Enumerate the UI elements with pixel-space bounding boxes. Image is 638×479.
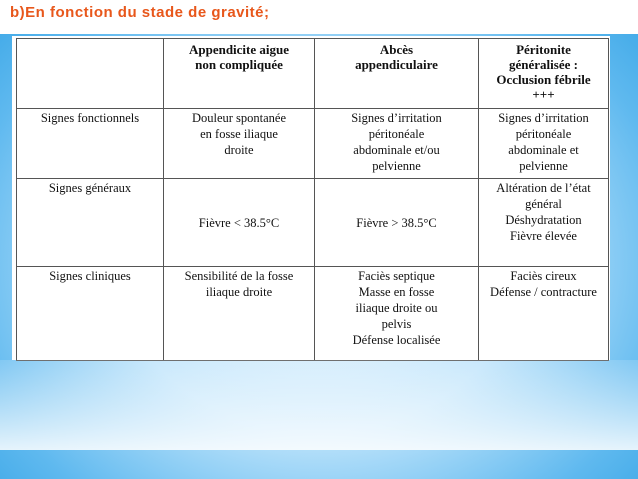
slide-title: b)En fonction du stade de gravité; xyxy=(10,4,270,21)
table-cell: Altération de l’état général Déshydratation Fièvre élevée xyxy=(479,179,609,267)
table-cell: Douleur spontanée en fosse iliaque droite xyxy=(164,109,315,179)
header-empty-cell xyxy=(17,39,164,109)
row-label-functional: Signes fonctionnels xyxy=(17,109,164,179)
table-cell: Signes d’irritation péritonéale abdominale et pelvienne xyxy=(479,109,609,179)
header-peritonitis: Péritonite généralisée : Occlusion fébrile +++ xyxy=(479,39,609,109)
table-header-row xyxy=(17,39,609,109)
gravity-stage-table xyxy=(16,38,609,361)
reflection-fade xyxy=(0,360,638,450)
table-cell: Sensibilité de la fosse iliaque droite xyxy=(164,267,315,361)
table-cell: Signes d’irritation péritonéale abdominale et/ou pelvienne xyxy=(315,109,479,179)
header-uncomplicated: Appendicite aigue non compliquée xyxy=(164,39,315,109)
table-cell: Faciès cireux Défense / contracture xyxy=(479,267,609,361)
row-label-clinical: Signes cliniques xyxy=(17,267,164,361)
table-cell: Fièvre > 38.5°C xyxy=(315,179,479,267)
table-row xyxy=(17,179,609,267)
header-abscess: Abcès appendiculaire xyxy=(315,39,479,109)
table-row xyxy=(17,267,609,361)
table-row xyxy=(17,109,609,179)
table-cell: Fièvre < 38.5°C xyxy=(164,179,315,267)
row-label-general: Signes généraux xyxy=(17,179,164,267)
table-cell: Faciès septique Masse en fosse iliaque droite ou pelvis Défense localisée xyxy=(315,267,479,361)
